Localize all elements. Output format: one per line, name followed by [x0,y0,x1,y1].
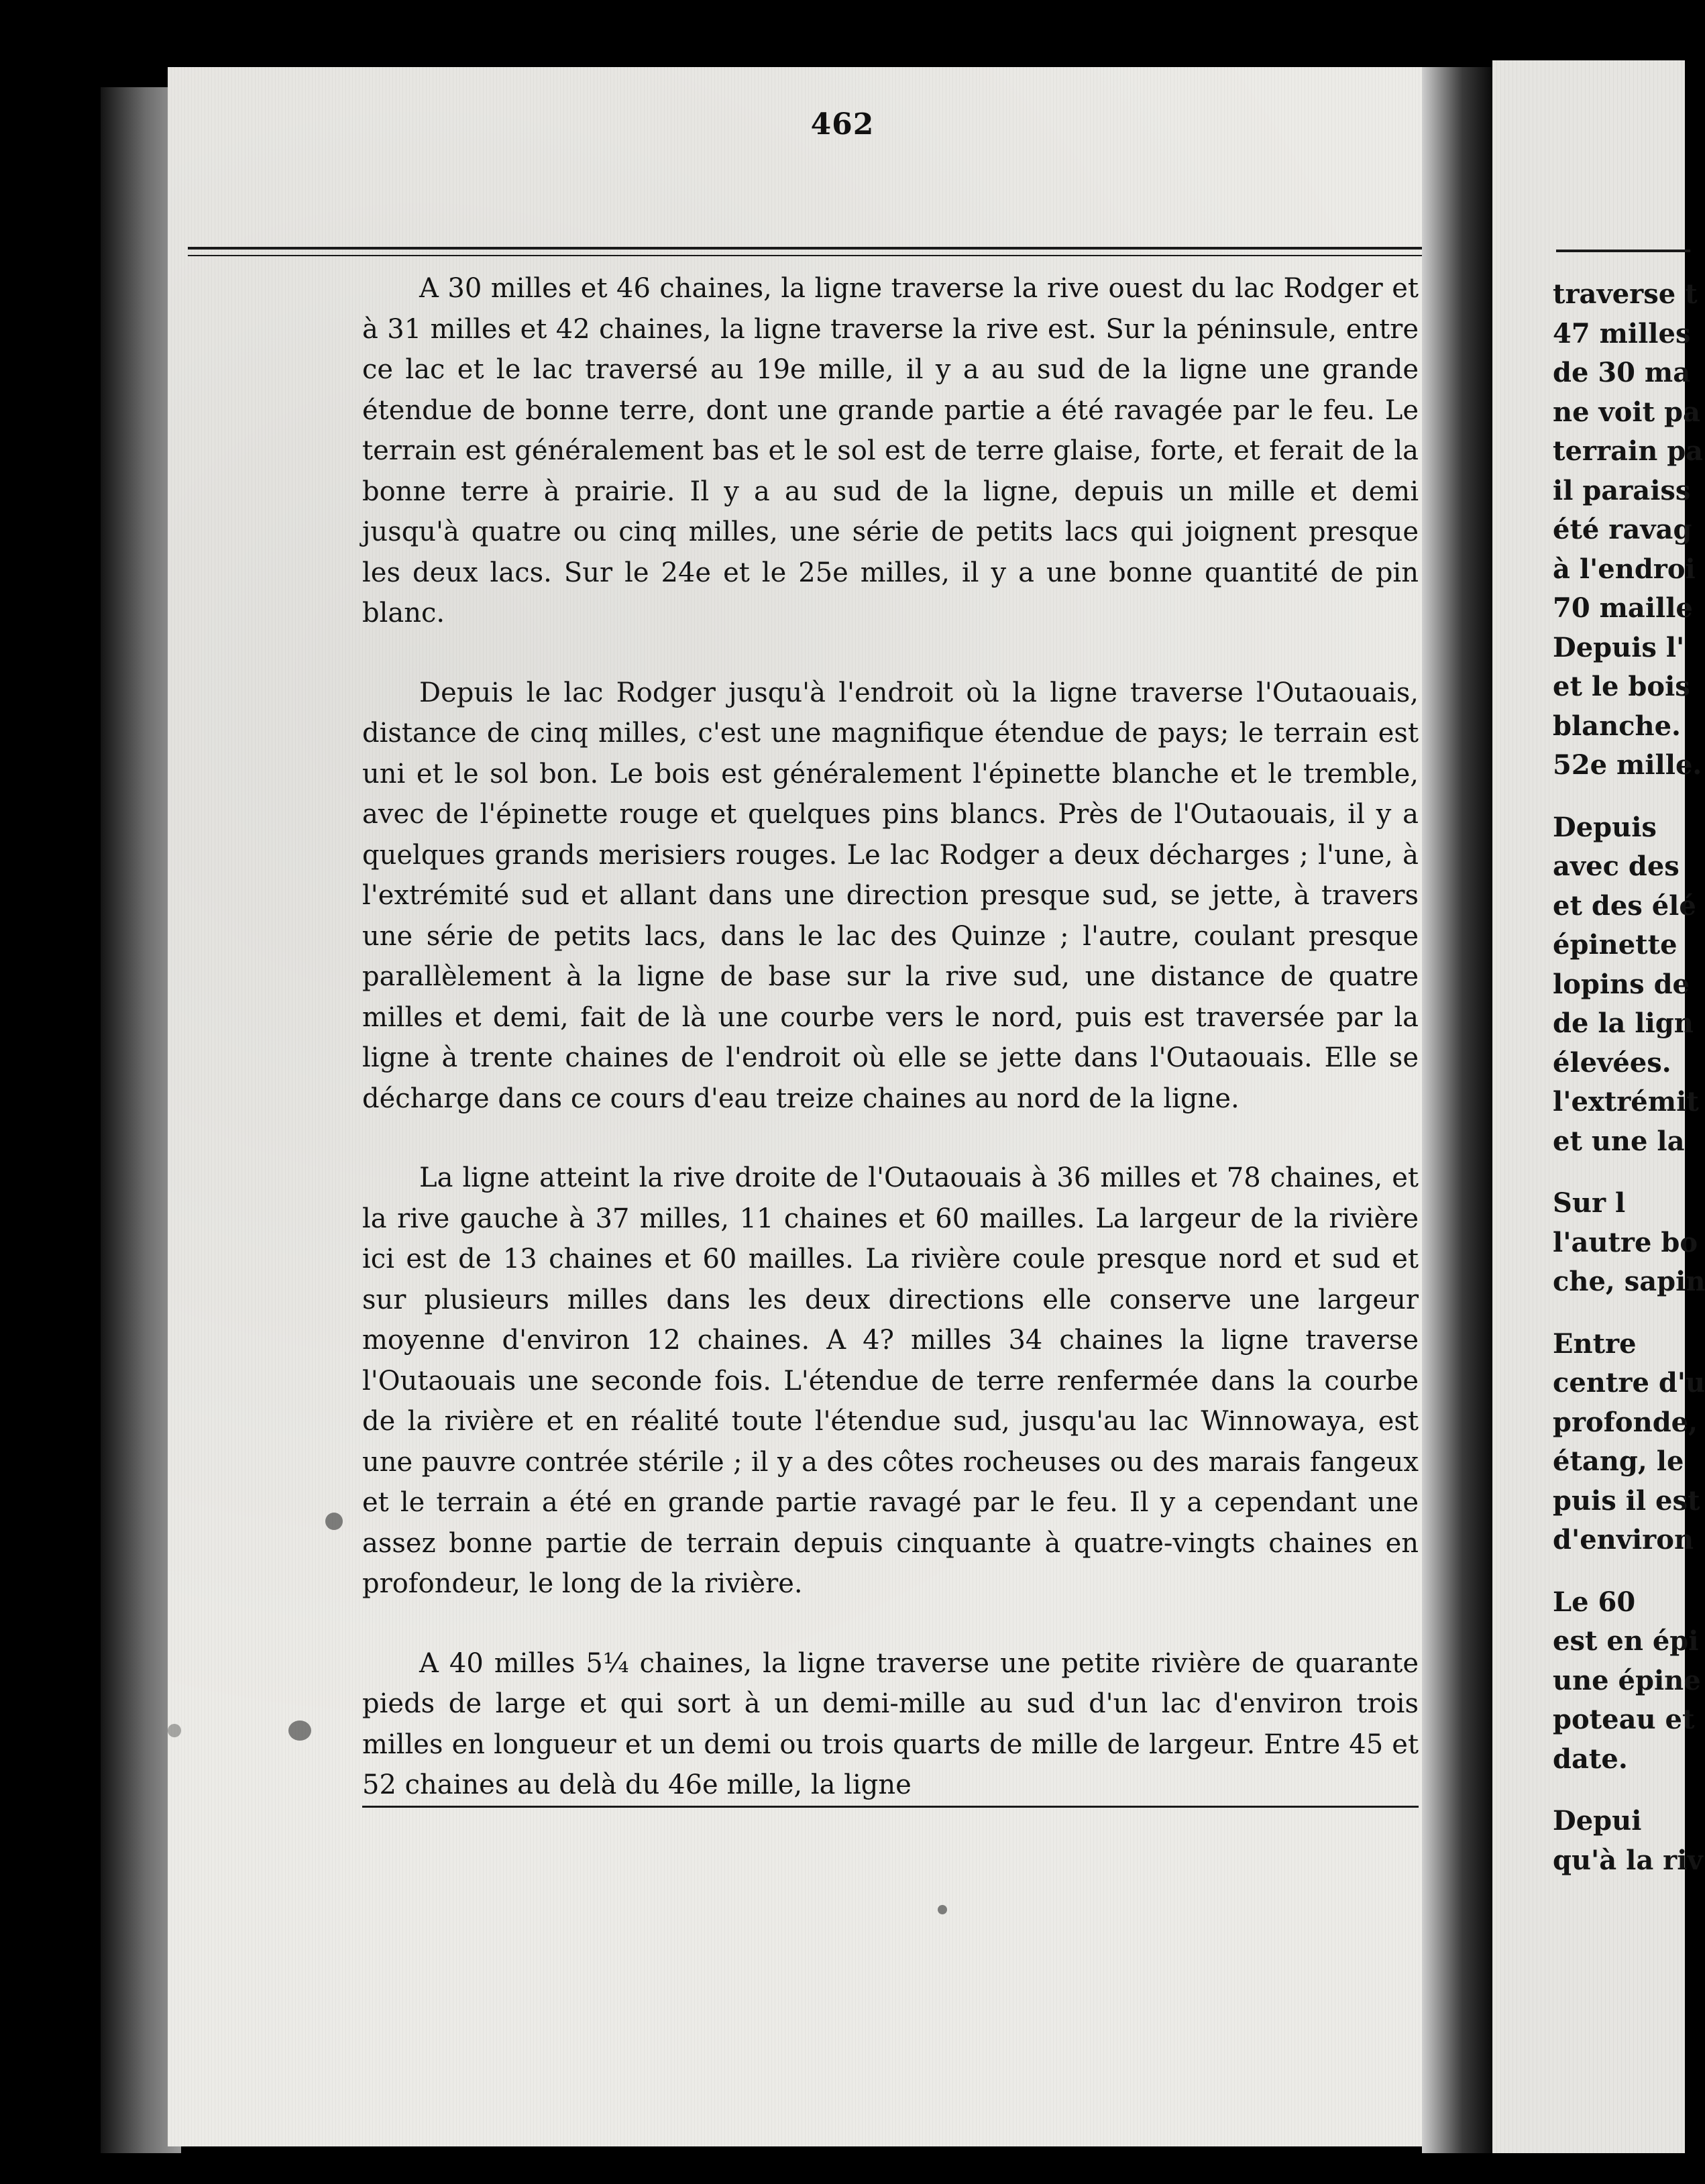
adjacent-text-line: l'extrémit [1553,1086,1699,1117]
adjacent-text-line: profonde, [1553,1406,1698,1438]
adjacent-text-line: qu'à la riv [1553,1844,1703,1876]
ink-speck [288,1721,311,1741]
adjacent-text-line: date. [1553,1743,1628,1775]
adjacent-text-line: et une la [1553,1125,1685,1157]
adjacent-text-line: à l'endroi [1553,553,1696,585]
adjacent-paragraph-gap [1553,1560,1685,1583]
page-number: 462 [810,107,875,142]
adjacent-paragraph-gap [1553,785,1685,808]
page-body [362,268,1419,1808]
adjacent-text-line: blanche. [1553,710,1681,742]
adjacent-text-line: de 30 ma [1553,357,1691,388]
adjacent-text-line: épinette [1553,929,1678,961]
ink-speck [168,1724,181,1737]
adjacent-text-line: élevées. [1553,1046,1671,1079]
ink-speck [938,1905,947,1914]
adjacent-text-line: étang, le [1553,1445,1684,1477]
adjacent-text-line: Depuis [1553,811,1657,843]
adjacent-text-line: centre d'u [1553,1367,1705,1399]
adjacent-text-line: che, sapin [1553,1266,1705,1297]
paragraph-4: A 40 milles 5¼ chaines, la ligne traverse une petite rivière de quarante pieds de large et qui sort à un demi-mille au sud d'un lac d'environ trois milles en longueur et un demi ou trois quarts de mille de largeur. Entre 45 et 52 chaines au delà du 46e mille, la ligne [362,1643,1419,1808]
adjacent-text-line: 52e mille. [1553,749,1702,781]
adjacent-text-line: l'autre bo [1553,1226,1698,1258]
header-rule [188,247,1422,250]
adjacent-text-line: 70 maille [1553,592,1693,624]
adjacent-header-rule [1556,250,1690,252]
adjacent-text-line: terrain pa [1553,435,1704,467]
header-rule-thin [188,255,1422,256]
adjacent-text-line: lopins de [1553,968,1690,1000]
adjacent-text-line: d'environ [1553,1524,1694,1555]
adjacent-text-line: Sur l [1553,1187,1626,1219]
adjacent-paragraph-gap [1553,1302,1685,1325]
book-gutter [1422,67,1496,2153]
adjacent-text-line: une épine [1553,1664,1701,1696]
adjacent-text-line: Depuis l' [1553,631,1685,663]
adjacent-text-line: est en épi [1553,1625,1699,1657]
adjacent-text-line: et des élé [1553,889,1696,922]
adjacent-text-line: et le bois [1553,671,1690,702]
adjacent-paragraph-gap [1553,1161,1685,1184]
ink-speck [325,1513,343,1530]
adjacent-paragraph-gap [1553,1779,1685,1802]
adjacent-text-line: Depui [1553,1805,1642,1837]
adjacent-text-line: Entre [1553,1327,1637,1360]
adjacent-text-line: Le 60 [1553,1586,1636,1618]
adjacent-text-line: été ravag [1553,514,1692,545]
adjacent-text-line: traverse t [1553,278,1698,310]
paragraph-2: Depuis le lac Rodger jusqu'à l'endroit où la ligne traverse l'Outaouais, distance de cinq milles, c'est une magnifique étendue de pays; le terrain est uni et le sol bon. Le bois est généralement l'épinette blanche et le tremble, avec de l'épinette rouge et quelques pins blancs. Près de l'Outaouais, il y a quelques grands merisiers rouges. Le lac Rodger a deux décharges ; l'une, à l'extrémité sud et allant dans une direction presque sud, se jette, à travers une série de petits lacs, dans le lac des Quinze ; l'autre, coulant presque parallèlement à la ligne de base sur la rive sud, une distance de quatre milles et demi, fait de là une courbe vers le nord, puis est traversée par la ligne à trente chaines de l'endroit où elle se jette dans l'Outaouais. Elle se décharge dans ce cours d'eau treize chaines au nord de la ligne. [362,677,1419,1114]
adjacent-text-line: puis il est [1553,1484,1700,1517]
adjacent-text-line: poteau et [1553,1704,1695,1735]
paragraph-1: A 30 milles et 46 chaines, la ligne traverse la rive ouest du lac Rodger et à 31 milles et 42 chaines, la ligne traverse la rive est. Sur la péninsule, entre ce lac et le lac traversé au 19e mille, il y a au sud de la ligne une grande étendue de bonne terre, dont une grande partie a été ravagée par le feu. Le terrain est généralement bas et le sol est de terre glaise, forte, et ferait de la bonne terre à prairie. Il y a au sud de la ligne, depuis un mille et demi jusqu'à quatre ou cinq milles, une série de petits lacs qui joignent presque les deux lacs. Sur le 24e et le 25e milles, il y a une bonne quantité de pin blanc. [362,273,1419,629]
adjacent-text-line: 47 milles [1553,317,1691,349]
adjacent-text-line: de la lign [1553,1007,1694,1039]
adjacent-page-text [1553,275,1705,1880]
paragraph-3: La ligne atteint la rive droite de l'Outaouais à 36 milles et 78 chaines, et la rive gauche à 37 milles, 11 chaines et 60 mailles. La largeur de la rivière ici est de 13 chaines et 60 mailles. La rivière coule presque nord et sud et sur plusieurs milles dans les deux directions elle conserve une largeur moyenne d'environ 12 chaines. A 4? milles 34 chaines la ligne traverse l'Outaouais une seconde fois. L'étendue de terre renfermée dans la courbe de la rivière et en réalité toute l'étendue sud, jusqu'au lac Winnowaya, est une pauvre contrée stérile ; il y a des côtes rocheuses ou des marais fangeux et le terrain a été en grande partie ravagé par le feu. Il y a cependant une assez bonne partie de terrain depuis cinquante à quatre-vingts chaines en profondeur, le long de la rivière. [362,1162,1419,1599]
adjacent-text-line: avec des [1553,851,1680,882]
adjacent-text-line: il paraiss [1553,474,1691,506]
adjacent-text-line: ne voit pa [1553,396,1700,428]
